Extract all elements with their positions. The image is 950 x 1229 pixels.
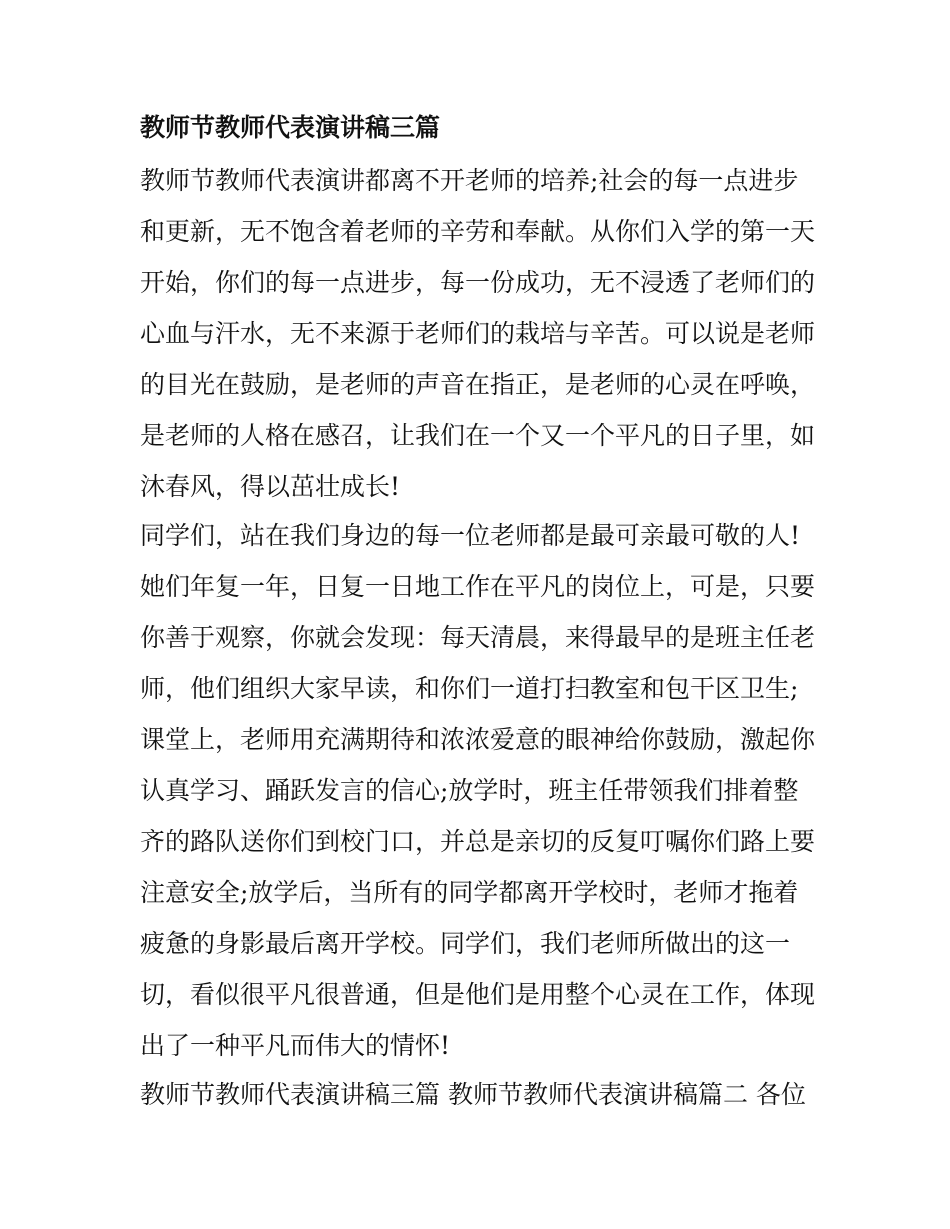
text-line: 疲惫的身影最后离开学校。同学们，我们老师所做出的这一 (140, 929, 791, 958)
text-line: 注意安全;放学后，当所有的同学都离开学校时，老师才拖着 (140, 878, 799, 907)
text-line: 和更新，无不饱含着老师的辛劳和奉献。从你们入学的第一天 (140, 217, 816, 246)
text-line: 齐的路队送你们到校门口，并总是亲切的反复叮嘱你们路上要 (140, 827, 816, 856)
text-line: 教师节教师代表演讲都离不开老师的培养;社会的每一点进步 (140, 166, 799, 195)
text-line: 是老师的人格在感召，让我们在一个又一个平凡的日子里，如 (140, 421, 816, 450)
text-line: 心血与汗水，无不来源于老师们的栽培与辛苦。可以说是老师 (140, 319, 816, 348)
text-line: 教师节教师代表演讲稿三篇 教师节教师代表演讲稿篇二 各位 (140, 1080, 806, 1109)
text-line: 开始，你们的每一点进步，每一份成功，无不浸透了老师们的 (140, 268, 816, 297)
document-title: 教师节教师代表演讲稿三篇 (140, 113, 441, 142)
text-line: 认真学习、踊跃发言的信心;放学时，班主任带领我们排着整 (140, 776, 799, 805)
text-line: 你善于观察，你就会发现：每天清晨，来得最早的是班主任老 (140, 623, 816, 652)
text-line: 出了一种平凡而伟大的情怀! (140, 1031, 451, 1060)
text-line: 师，他们组织大家早读，和你们一道打扫教室和包干区卫生; (140, 674, 799, 703)
paragraph-2 (140, 510, 820, 1071)
paragraph-1 (140, 155, 820, 512)
text-line: 同学们，站在我们身边的每一位老师都是最可亲最可敬的人! (140, 521, 801, 550)
text-line: 沐春风，得以茁壮成长! (140, 472, 401, 501)
text-line: 切，看似很平凡很普通，但是他们是用整个心灵在工作，体现 (140, 980, 816, 1009)
text-line: 课堂上，老师用充满期待和浓浓爱意的眼神给你鼓励，激起你 (140, 725, 816, 754)
text-line: 的目光在鼓励，是老师的声音在指正，是老师的心灵在呼唤， (140, 370, 816, 399)
paragraph-3 (140, 1069, 820, 1120)
text-line: 她们年复一年，日复一日地工作在平凡的岗位上，可是，只要 (140, 572, 816, 601)
